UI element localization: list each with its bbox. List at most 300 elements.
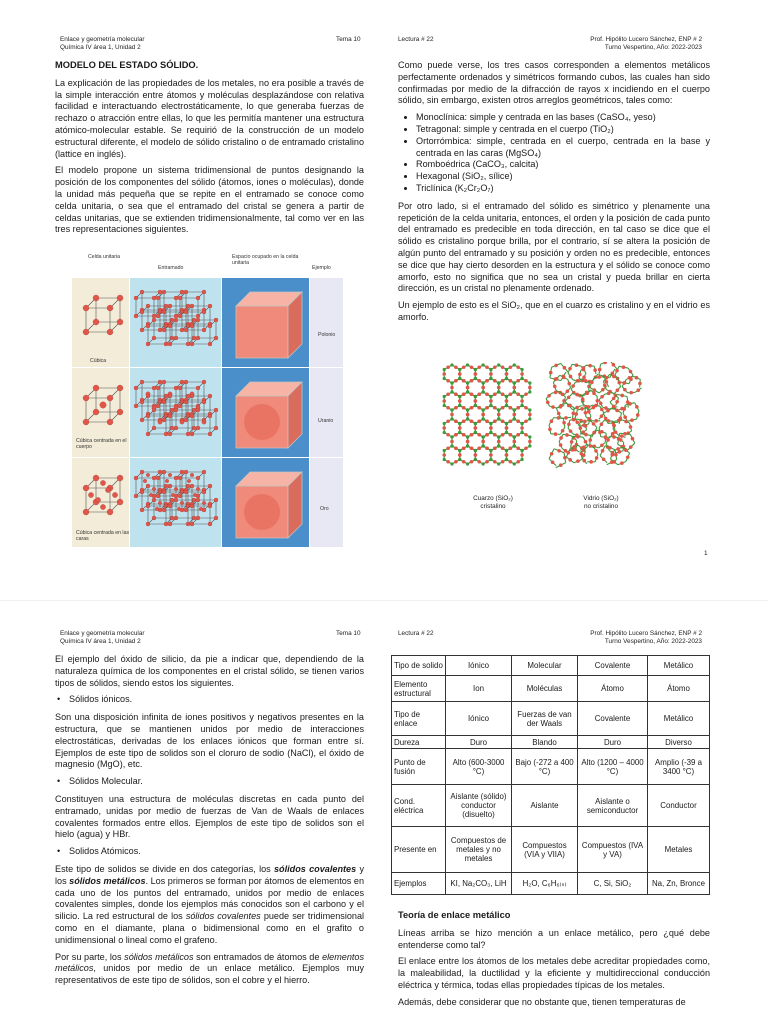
atom [107, 395, 113, 401]
atom [208, 342, 212, 346]
quartz-silicon [497, 381, 500, 384]
atom [162, 470, 166, 474]
glass-oxygen [622, 407, 626, 411]
quartz-silicon [497, 390, 500, 393]
atom [178, 314, 182, 318]
quartz-oxygen [442, 453, 446, 457]
quartz-oxygen [509, 379, 513, 383]
atom [146, 414, 150, 418]
glass-oxygen [582, 376, 586, 380]
p1-header-right: Prof. Hipólito Lucero Sánchez, ENP # 2 Turno Vespertino, Año: 2022-2023 [590, 36, 702, 51]
atom [190, 504, 194, 508]
quartz-oxygen [528, 386, 532, 390]
atom [174, 408, 178, 412]
quartz-oxygen [458, 372, 462, 376]
quartz-silicon [443, 431, 446, 434]
quartz-silicon [520, 377, 523, 380]
quartz-oxygen [501, 406, 505, 410]
glass-oxygen [584, 440, 588, 444]
quartz-silicon [513, 381, 516, 384]
glass-oxygen [584, 411, 588, 415]
glass-oxygen [564, 416, 568, 420]
atom [100, 402, 106, 408]
quartz-oxygen [516, 365, 520, 369]
quartz-silicon [505, 404, 508, 407]
atom [152, 318, 156, 322]
atom [95, 497, 100, 502]
atom [190, 304, 194, 308]
quartz-silicon [513, 363, 516, 366]
atom [100, 480, 105, 485]
glass-oxygen [600, 443, 604, 447]
quartz-oxygen [516, 446, 520, 450]
atom [196, 314, 200, 318]
glass-oxygen [589, 460, 593, 464]
glass-oxygen [592, 391, 596, 395]
atom [93, 409, 99, 415]
quartz-silicon [466, 462, 469, 465]
quartz-oxygen [477, 419, 481, 423]
atom [156, 404, 160, 408]
quartz-oxygen [466, 440, 470, 444]
glass-oxygen [570, 440, 574, 444]
p1-header-topic: Tema 10 [336, 36, 361, 43]
col-label-unit-cell: Celda unitaria [88, 254, 121, 260]
glass-oxygen [615, 400, 619, 404]
glass-oxygen [607, 419, 611, 423]
quartz-oxygen [516, 460, 520, 464]
quartz-silicon [489, 404, 492, 407]
quartz-oxygen [470, 433, 474, 437]
atom [146, 522, 150, 526]
glass-oxygen [557, 449, 561, 453]
quartz-oxygen [442, 372, 446, 376]
atom [214, 516, 218, 520]
glass-oxygen [617, 419, 621, 423]
quartz-oxygen [466, 413, 470, 417]
atom [196, 318, 200, 322]
atom [156, 296, 160, 300]
atom [174, 386, 178, 390]
glass-oxygen [550, 419, 554, 423]
atom [208, 504, 212, 508]
quartz-oxygen [470, 392, 474, 396]
quartz-oxygen [477, 433, 481, 437]
atom [174, 498, 178, 502]
atom [202, 328, 206, 332]
glass-oxygen [600, 430, 604, 434]
quartz-silicon [443, 404, 446, 407]
quartz-silicon [482, 462, 485, 465]
quartz-silicon [505, 368, 508, 371]
glass-oxygen [616, 447, 620, 451]
glass-oxygen [612, 397, 616, 401]
glass-oxygen [580, 407, 584, 411]
atom [164, 432, 168, 436]
glass-oxygen [629, 391, 633, 395]
bullet-molecular: • Sólidos Molecular. [55, 776, 364, 788]
table-row: Elemento estructural Ion Moléculas Átomo Átomo [392, 676, 710, 702]
atom [171, 493, 175, 497]
quartz-silicon [450, 390, 453, 393]
atom [146, 324, 150, 328]
quartz-silicon [443, 377, 446, 380]
atom [152, 426, 156, 430]
glass-oxygen [608, 446, 612, 450]
quartz-oxygen [446, 446, 450, 450]
atom [170, 426, 174, 430]
atom [190, 324, 194, 328]
quartz-oxygen [501, 379, 505, 383]
atom [196, 386, 200, 390]
atom [186, 432, 190, 436]
atom [184, 310, 188, 314]
sio2-structure-figure [440, 362, 650, 492]
glass-oxygen [572, 418, 576, 422]
quartz-silicon [450, 462, 453, 465]
atom [140, 328, 144, 332]
glass-oxygen [554, 432, 558, 436]
table-row: Tipo de enlace Iónico Fuerzas de van der Waals Covalente Metálico [392, 702, 710, 736]
glass-oxygen [593, 368, 597, 372]
glass-oxygen [587, 405, 591, 409]
quartz-silicon [474, 422, 477, 425]
atom [186, 324, 190, 328]
quartz-oxygen [470, 446, 474, 450]
quartz-silicon [528, 408, 531, 411]
glass-oxygen [548, 427, 552, 431]
quartz-oxygen [524, 446, 528, 450]
atom [100, 504, 105, 509]
quartz-silicon [489, 377, 492, 380]
atom [134, 404, 138, 408]
quartz-oxygen [493, 433, 497, 437]
quartz-oxygen [477, 446, 481, 450]
glass-oxygen [596, 399, 600, 403]
atom [93, 295, 99, 301]
atom [117, 319, 123, 325]
glass-oxygen [576, 435, 580, 439]
quartz-oxygen [493, 392, 497, 396]
example-gold: Oro [320, 506, 329, 512]
quartz-silicon [505, 377, 508, 380]
glass-oxygen [623, 388, 627, 392]
quartz-silicon [505, 458, 508, 461]
atom [208, 414, 212, 418]
quartz-silicon [466, 363, 469, 366]
quartz-silicon [450, 435, 453, 438]
quartz-oxygen [450, 413, 454, 417]
quartz-oxygen [516, 406, 520, 410]
quartz-oxygen [512, 386, 516, 390]
quartz-oxygen [458, 426, 462, 430]
atom [174, 487, 178, 491]
quartz-silicon [458, 422, 461, 425]
col-label-lattice: Entramado [158, 265, 184, 271]
atom [178, 386, 182, 390]
atom [193, 493, 197, 497]
quartz-oxygen [520, 426, 524, 430]
atom [162, 508, 166, 512]
atom [190, 414, 194, 418]
list-item: • Tetragonal: simple y centrada en el cuerpo (TiO₂) [416, 124, 710, 136]
glass-oxygen [624, 420, 628, 424]
quartz-silicon [458, 458, 461, 461]
row-label-bcc: Cúbica centrada en el cuerpo [76, 438, 127, 451]
quartz-oxygen [474, 426, 478, 430]
quartz-silicon [520, 404, 523, 407]
crystal-lattice-figure [72, 252, 344, 548]
glass-oxygen [584, 433, 588, 437]
quartz-silicon [505, 422, 508, 425]
atom [186, 484, 190, 488]
atom [93, 475, 99, 481]
paragraph: El modelo propone un sistema tridimensional de puntos designando la posición de los componentes del sólido (átomos, iones o moléculas), donde la unidad más pequeña que se repite en el entramado se conoce como celda unitaria, o sea que el entramado del cristal se genera a partir de celdas unitarias, que se extienden tridimensionalmente, tal como ver en las tres representaciones siguientes. [55, 165, 364, 235]
atom [180, 490, 184, 494]
quartz-silicon [482, 363, 485, 366]
quartz-oxygen [516, 379, 520, 383]
quartz-oxygen [454, 392, 458, 396]
glass-oxygen [568, 404, 572, 408]
atom [140, 380, 144, 384]
list-item: • Monoclínica: simple y centrada en las bases (CaSO₄, yeso) [416, 112, 710, 124]
atom [168, 522, 172, 526]
atom [184, 490, 188, 494]
atom [162, 310, 166, 314]
atom [162, 418, 166, 422]
quartz-oxygen [446, 392, 450, 396]
cell-background [310, 368, 343, 457]
glass-oxygen [626, 455, 630, 459]
quartz-oxygen [505, 399, 509, 403]
quartz-silicon [513, 417, 516, 420]
atom [140, 290, 144, 294]
atom [170, 336, 174, 340]
atom [93, 385, 99, 391]
atom [180, 420, 184, 424]
glass-oxygen [631, 437, 635, 441]
atom [190, 473, 194, 477]
quartz-oxygen [501, 433, 505, 437]
quartz-oxygen [477, 460, 481, 464]
quartz-silicon [528, 444, 531, 447]
atom [192, 318, 196, 322]
glass-oxygen [635, 405, 639, 409]
glass-oxygen [612, 435, 616, 439]
glass-oxygen [606, 438, 610, 442]
quartz-oxygen [454, 419, 458, 423]
bullet-ionic: • Sólidos iónicos. [55, 694, 364, 706]
paragraph: Por otro lado, si el entramado del sólido es simétrico y plenamente una repetición de la celda unitaria, entonces, el orden y la posición de cada punto del entramado es predecible en toda dirección, en tal caso se dice que el sólido es cristalino porque brilla, por el contrario, sí se altera la posición de algún punto del entramado y su posición y orden no es predecible, entonces se dice que hay cierto desorden en la estructura y el sólido se conoce como amorfo, esto no significa que no sea un cristal y pueda brillar en cierta dirección, es un cristal no plenamente ordenado. [398, 200, 710, 294]
quartz-oxygen [485, 433, 489, 437]
glass-oxygen [582, 459, 586, 463]
subtitle-metallic-bond: Teoría de enlace metálico [398, 910, 511, 920]
atom [152, 498, 156, 502]
atom [140, 490, 144, 494]
glass-oxygen [581, 397, 585, 401]
atom [83, 329, 89, 335]
glass-oxygen [582, 445, 586, 449]
cell-background [310, 458, 343, 547]
atom [190, 394, 194, 398]
glass-oxygen [616, 388, 620, 392]
atom [158, 420, 162, 424]
quartz-silicon [443, 458, 446, 461]
quartz-silicon [458, 404, 461, 407]
glass-oxygen [547, 394, 551, 398]
atom [164, 504, 168, 508]
atom [164, 414, 168, 418]
glass-oxygen [612, 363, 616, 367]
quartz-oxygen [509, 392, 513, 396]
glass-oxygen [580, 452, 584, 456]
quartz-oxygen [528, 440, 532, 444]
glass-oxygen [636, 388, 640, 392]
atom [112, 492, 117, 497]
atom [186, 504, 190, 508]
glass-oxygen [600, 422, 604, 426]
glass-oxygen [554, 391, 558, 395]
atom [83, 485, 89, 491]
atom [105, 487, 110, 492]
atom [174, 516, 178, 520]
atom [190, 484, 194, 488]
atom [184, 380, 188, 384]
atom [168, 394, 172, 398]
quartz-oxygen [481, 440, 485, 444]
page-separator [0, 600, 768, 601]
quartz-oxygen [516, 433, 520, 437]
glass-oxygen [628, 402, 632, 406]
quartz-oxygen [493, 446, 497, 450]
p2-header-lecture: Lectura # 22 [398, 630, 434, 637]
quartz-silicon [489, 395, 492, 398]
quartz-oxygen [462, 460, 466, 464]
glass-oxygen [572, 445, 576, 449]
glass-oxygen [551, 405, 555, 409]
table-row: Presente en Compuestos de metales y no metales Compuestos (VIA y VIIA) Compuestos (IVA y VA) Metales [392, 827, 710, 873]
atom [164, 394, 168, 398]
quartz-oxygen [442, 426, 446, 430]
atom [146, 484, 150, 488]
glass-oxygen [559, 463, 563, 467]
atom [208, 522, 212, 526]
quartz-silicon [497, 408, 500, 411]
glass-oxygen [561, 393, 565, 397]
quartz-oxygen [481, 413, 485, 417]
quartz-oxygen [509, 419, 513, 423]
quartz-oxygen [470, 419, 474, 423]
quartz-silicon [466, 444, 469, 447]
quartz-oxygen [450, 386, 454, 390]
quartz-oxygen [505, 372, 509, 376]
glass-oxygen [601, 449, 605, 453]
atom [146, 304, 150, 308]
atom [178, 494, 182, 498]
atom [190, 522, 194, 526]
quartz-silicon [513, 435, 516, 438]
quartz-oxygen [524, 433, 528, 437]
atom [178, 296, 182, 300]
solid-types-table [391, 655, 710, 895]
quartz-silicon [458, 377, 461, 380]
quartz-silicon [489, 422, 492, 425]
glass-oxygen [546, 401, 550, 405]
quartz-oxygen [446, 433, 450, 437]
atom [83, 419, 89, 425]
quartz-oxygen [493, 379, 497, 383]
glass-oxygen [551, 460, 555, 464]
atom [196, 498, 200, 502]
atom [152, 314, 156, 318]
atom [184, 328, 188, 332]
atom [168, 304, 172, 308]
atom [152, 487, 156, 491]
atom [208, 394, 212, 398]
glass-oxygen [589, 444, 593, 448]
glass-caption: Vidrio (SiO₂) no cristalino [583, 495, 619, 510]
quartz-oxygen [501, 460, 505, 464]
quartz-silicon [497, 417, 500, 420]
quartz-silicon [482, 390, 485, 393]
quartz-oxygen [485, 446, 489, 450]
atom [174, 426, 178, 430]
glass-oxygen [566, 389, 570, 393]
atom [196, 426, 200, 430]
quartz-oxygen [462, 433, 466, 437]
glass-oxygen [575, 420, 579, 424]
quartz-silicon [505, 449, 508, 452]
quartz-silicon [466, 390, 469, 393]
glass-oxygen [599, 402, 603, 406]
quartz-silicon [482, 444, 485, 447]
atom [192, 426, 196, 430]
quartz-silicon [528, 417, 531, 420]
quartz-oxygen [524, 419, 528, 423]
glass-oxygen [565, 433, 569, 437]
atom [214, 426, 218, 430]
atom [196, 487, 200, 491]
cell-background [310, 278, 343, 367]
atom [196, 408, 200, 412]
quartz-silicon [466, 417, 469, 420]
quartz-oxygen [466, 386, 470, 390]
glass-oxygen [628, 376, 632, 380]
glass-oxygen [575, 393, 579, 397]
quartz-oxygen [485, 379, 489, 383]
glass-oxygen [617, 437, 621, 441]
atom [152, 516, 156, 520]
glass-oxygen [598, 368, 602, 372]
atom [146, 473, 150, 477]
quartz-silicon [497, 444, 500, 447]
glass-oxygen [567, 422, 571, 426]
packed-atom [244, 404, 280, 440]
quartz-oxygen [489, 453, 493, 457]
glass-oxygen [635, 376, 639, 380]
atom [83, 395, 89, 401]
glass-oxygen [615, 369, 619, 373]
table-row: Cond. eléctrica Aislante (sólido) conductor (disuelto) Aislante Aislante o semiconductor Conductor [392, 785, 710, 827]
atom [152, 386, 156, 390]
atom [177, 507, 181, 511]
glass-oxygen [592, 431, 596, 435]
atom [170, 318, 174, 322]
quartz-oxygen [489, 426, 493, 430]
quartz-oxygen [462, 392, 466, 396]
quartz-oxygen [462, 365, 466, 369]
atom [134, 476, 138, 480]
